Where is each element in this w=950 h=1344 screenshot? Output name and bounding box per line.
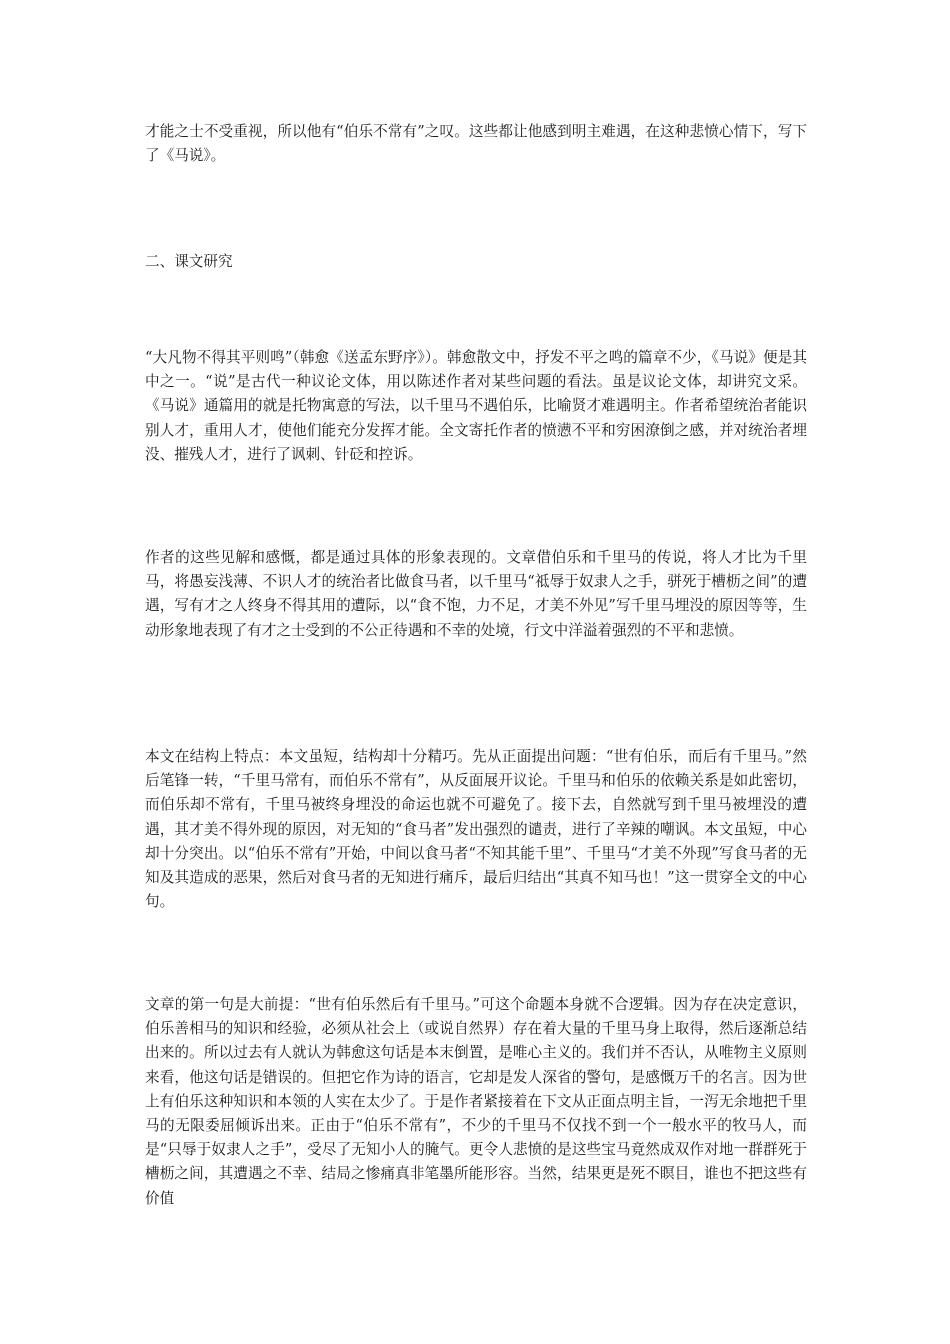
paragraph-first-sentence: 文章的第一句是大前提：“世有伯乐然后有千里马。”可这个命题本身就不合逻辑。因为存在决定意识，伯乐善相马的知识和经验，必须从社会上（或说自然界）存在着大量的千里马身上取得，然后逐渐总结出来的。所以过去有人就认为韩愈这句话是本末倒置，是唯心主义的。我们并不否认，从唯物主义原则来看，他这句话是错误的。但把它作为诗的语言，它却是发人深省的警句，是感慨万千的名言。因为世上有伯乐这种知识和本领的人实在太少了。于是作者紧接着在下文从正面点明主旨，一泻无余地把千里马的无限委屈倾诉出来。正由于“伯乐不常有”，不少的千里马不仅找不到一个一般水平的牧马人，而是“只辱于奴隶人之手”，受尽了无知小人的腌气。更令人悲愤的是这些宝马竟然成双作对地一群群死于槽枥之间，其遭遇之不幸、结局之惨痛真非笔墨所能形容。当然，结果更是死不瞑目，谁也不把这些有价值	[145, 996, 807, 1207]
paragraph-argument-style: “大凡物不得其平则鸣”（韩愈《送孟东野序》）。韩愈散文中，抒发不平之鸣的篇章不少，《马说》便是其中之一。“说”是古代一种议论文体，用以陈述作者对某些问题的看法。虽是议论文体，却讲究文采。《马说》通篇用的就是托物寓意的写法，以千里马不遇伯乐，比喻贤才难遇明主。作者希望统治者能识别人才，重用人才，使他们能充分发挥才能。全文寄托作者的愤懑不平和穷困潦倒之感，并对统治者埋没、摧残人才，进行了讽刺、针砭和控诉。	[145, 349, 807, 463]
paragraph-structure: 本文在结构上特点：本文虽短，结构却十分精巧。先从正面提出问题：“世有伯乐，而后有千里马。”然后笔锋一转，“千里马常有，而伯乐不常有”，从反面展开议论。千里马和伯乐的依赖关系是如此密切，而伯乐却不常有，千里马被终身埋没的命运也就不可避免了。接下去，自然就写到千里马被埋没的遭遇，其才美不得外现的原因，对无知的“食马者”发出强烈的谴责，进行了辛辣的嘲讽。本文虽短，中心却十分突出。以“伯乐不常有”开始，中间以食马者“不知其能千里”、千里马“才美不外现”写食马者的无知及其造成的恶果，然后对食马者的无知进行痛斥，最后归结出“其真不知马也！”这一贯穿全文的中心句。	[145, 748, 807, 911]
section-heading: 二、课文研究	[145, 253, 233, 270]
paragraph-intro-continuation: 才能之士不受重视，所以他有“伯乐不常有”之叹。这些都让他感到明主难遇，在这种悲愤心情下，写下了《马说》。	[145, 123, 807, 165]
paragraph-imagery: 作者的这些见解和感慨，都是通过具体的形象表现的。文章借伯乐和千里马的传说，将人才比为千里马，将愚妄浅薄、不识人才的统治者比做食马者，以千里马“祗辱于奴隶人之手，骈死于槽枥之间”的遭遇，写有才之人终身不得其用的遭际，以“食不饱，力不足，才美不外见”写千里马埋没的原因等等，生动形象地表现了有才之士受到的不公正待遇和不幸的处境，行文中洋溢着强烈的不平和悲愤。	[145, 549, 807, 639]
